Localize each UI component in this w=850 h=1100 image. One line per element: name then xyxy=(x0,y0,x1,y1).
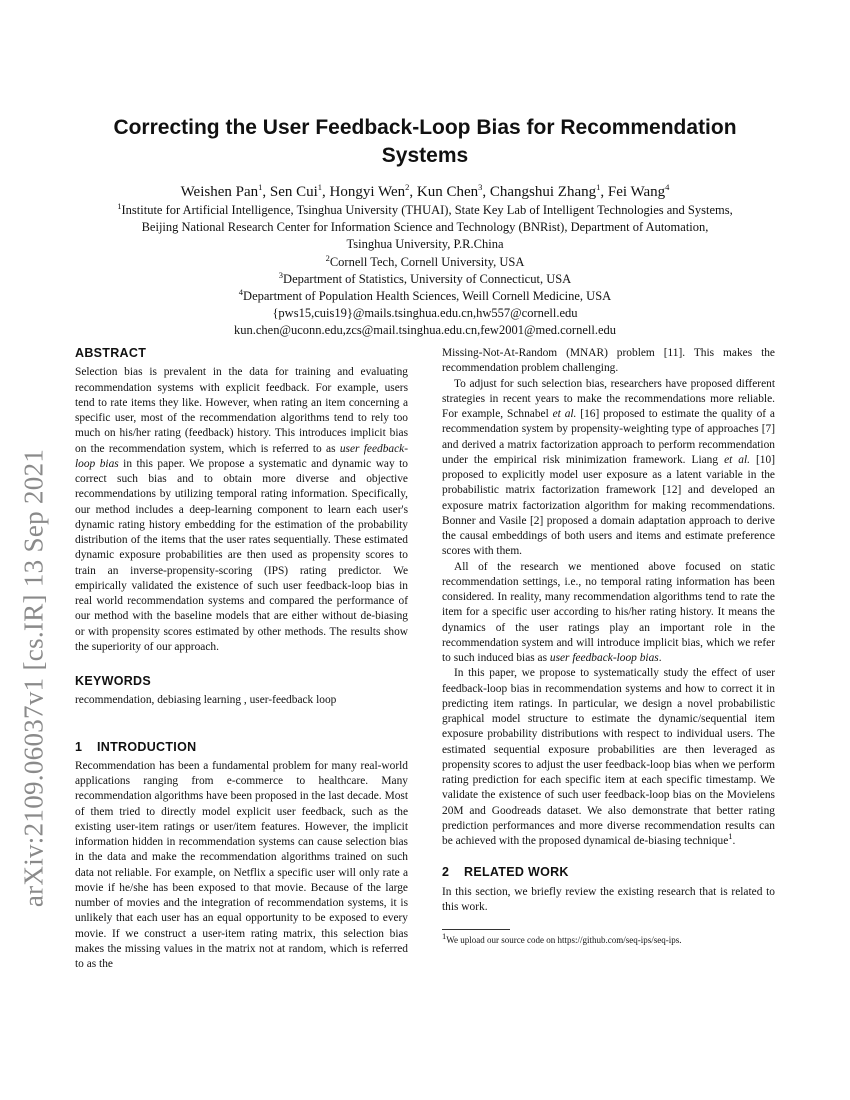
email-line-1: {pws15,cuis19}@mails.tsinghua.edu.cn,hw557@cornell.edu xyxy=(272,306,578,321)
abstract-text: Selection bias is prevalent in the data for training and evaluating recommendation systems with explicit feedback. For example, users tend to rate items they like. However, when rating an item concerning a specific user, most of the recommendation algorithms tend to rely too much on his/her rating (feedback) history. This introduces implicit bias on the recommendation system, which is referred to as user feedback-loop bias in this paper. We propose a systematic and dynamic way to correct such bias and to obtain more diverse and objective recommendations by utilizing temporal rating information. Specifically, our method includes a deep-learning component to learn each user's dynamic rating history embedding for the estimation of the probability distribution of the items that the user rates sequentially. These estimated dynamic exposure probabilities are then used as propensity scores to train an inverse-propensity-scoring (IPS) rating predictor. We empirically validated the existence of such user feedback-loop bias in real world recommendation systems and compared the performance of our method with the baseline models that are either without de-biasing or with propensity scores estimated by other methods. The results show the superiority of our approach. xyxy=(75,366,408,653)
affiliation-1-line-3: Tsinghua University, P.R.China xyxy=(346,237,504,252)
author: Changshui Zhang$^1$ xyxy=(489,182,601,200)
intro-paragraph-1-continued: Missing-Not-At-Random (MNAR) problem [11]. This makes the recommendation problem challenging. xyxy=(442,347,775,375)
arxiv-stamp: arXiv:2109.06037v1 [cs.IR] 13 Sep 2021 xyxy=(18,448,49,908)
affiliations xyxy=(75,202,775,340)
related-work-heading: 2 RELATED WORK xyxy=(442,865,569,880)
left-column xyxy=(75,346,408,972)
footnote: $^1$We upload our source code on https://github.com/seq-ips/seq-ips. xyxy=(442,931,682,945)
introduction-heading: 1 INTRODUCTION xyxy=(75,739,197,754)
paper-title xyxy=(75,114,775,170)
affiliation-1-line-2: Beijing National Research Center for Information Science and Technology (BNRist), Department of Automation, xyxy=(141,220,709,235)
intro-paragraph-3: All of the research we mentioned above focused on static recommendation settings, i.e., no temporal rating information has been considered. In reality, many recommendation algorithms tend to rate the item for a specific user according to his/her rating history. It means the dynamics of the user ratings play an important role in the recommendation system and will introduce implicit bias, which we refer to such induced bias as user feedback-loop bias. xyxy=(442,560,775,664)
footnote-marker: 1 xyxy=(728,831,733,842)
author: Hongyi Wen$^2$ xyxy=(329,182,410,200)
intro-paragraph-2: To adjust for such selection bias, researchers have proposed different strategies in recent years to make the recommendations more reliable. For example, Schnabel et al. [16] proposed to estimate the quality of a recommendation system by propensity-weighting type of approaches [7] and derived a matrix factorization approach to perform recommendation under the empirical risk minimization framework. Liang et al. [10] proposed to explicitly model user exposure as a latent variable in the probabilistic matrix factorization framework [12] and developed an exposure matrix factorization algorithm for making recommendations. Bonner and Vasile [2] proposed a domain adaptation approach to derive the causal embeddings of both users and items and estimate preference scores with them. xyxy=(442,377,775,558)
title-line-1: Correcting the User Feedback-Loop Bias for Recommendation xyxy=(113,116,737,139)
affiliation-4: $^4$Department of Population Health Sciences, Weill Cornell Medicine, USA xyxy=(238,286,612,304)
related-work-paragraph: In this section, we briefly review the existing research that is related to this work. xyxy=(442,885,775,913)
author: Kun Chen$^3$ xyxy=(416,182,483,200)
affiliation-1-line-1: $^1$Institute for Artificial Intelligence, Tsinghua University (THUAI), State Key Lab of Intelligent Technologies and Systems, xyxy=(117,200,733,217)
author: Fei Wang$^4$ xyxy=(607,182,670,200)
keywords-heading: KEYWORDS xyxy=(75,674,152,688)
title-line-2: Systems xyxy=(381,144,469,167)
author: Sen Cui$^1$ xyxy=(269,182,323,200)
author-list: Weishen Pan$^1$, Sen Cui$^1$, Hongyi Wen$^2$, Kun Chen$^3$, Changshui Zhang$^1$, Fei Wang$^4$ xyxy=(180,182,670,200)
keywords-text: recommendation, debiasing learning , user-feedback loop xyxy=(75,694,337,707)
footnote-rule xyxy=(442,929,510,930)
affiliation-2: $^2$Cornell Tech, Cornell University, USA xyxy=(325,252,525,269)
intro-paragraph-4: In this paper, we propose to systematically study the effect of user feedback-loop bias in recommendation systems and how to correct it in predicting item ratings. In particular, we design a novel probabilistic graphical model structure to estimate the dynamic/sequential item exposure probability distributions with respect to individual users. The estimated sequential exposure probabilities are then leveraged as propensity scores to adjust the user feedback-loop bias when we perform rating prediction for each specific item at each specific timestamp. We validate the existence of such user feedback-loop bias on the Movielens 20M and Goodreads dataset. We also demonstrate that better rating prediction performances and more diverse recommendation results can be achieved with the proposed dynamical de-biasing technique$^1$. xyxy=(442,667,775,847)
author: Weishen Pan$^1$ xyxy=(180,182,263,200)
right-column xyxy=(442,346,775,946)
intro-paragraph-1: Recommendation has been a fundamental problem for many real-world applications ranging from e-commerce to healthcare. Many recommendation algorithms have been proposed in the last decade. Most of them tried to directly model explicit user feedback, such as the existing user-item ratings or user/item features. However, the implicit information hidden in recommendation systems can cause selection bias in the data and make the recommendation algorithms trained on such data not reliable. For example, on Netflix a specific user will only rate a movie if he/she has been exposed to that movie. Because of the large number of movies and the integration of recommendation systems, it is unlikely that each user has an equal opportunity to be exposed to every movie. If we construct a user-item rating matrix, this selection bias makes the missing values in the matrix not at random, which is referred to as the xyxy=(75,759,408,970)
abstract-heading: ABSTRACT xyxy=(75,346,147,360)
email-line-2: kun.chen@uconn.edu,zcs@mail.tsinghua.edu.cn,few2001@med.cornell.edu xyxy=(234,323,616,338)
affiliation-3: $^3$Department of Statistics, University of Connecticut, USA xyxy=(278,269,572,286)
